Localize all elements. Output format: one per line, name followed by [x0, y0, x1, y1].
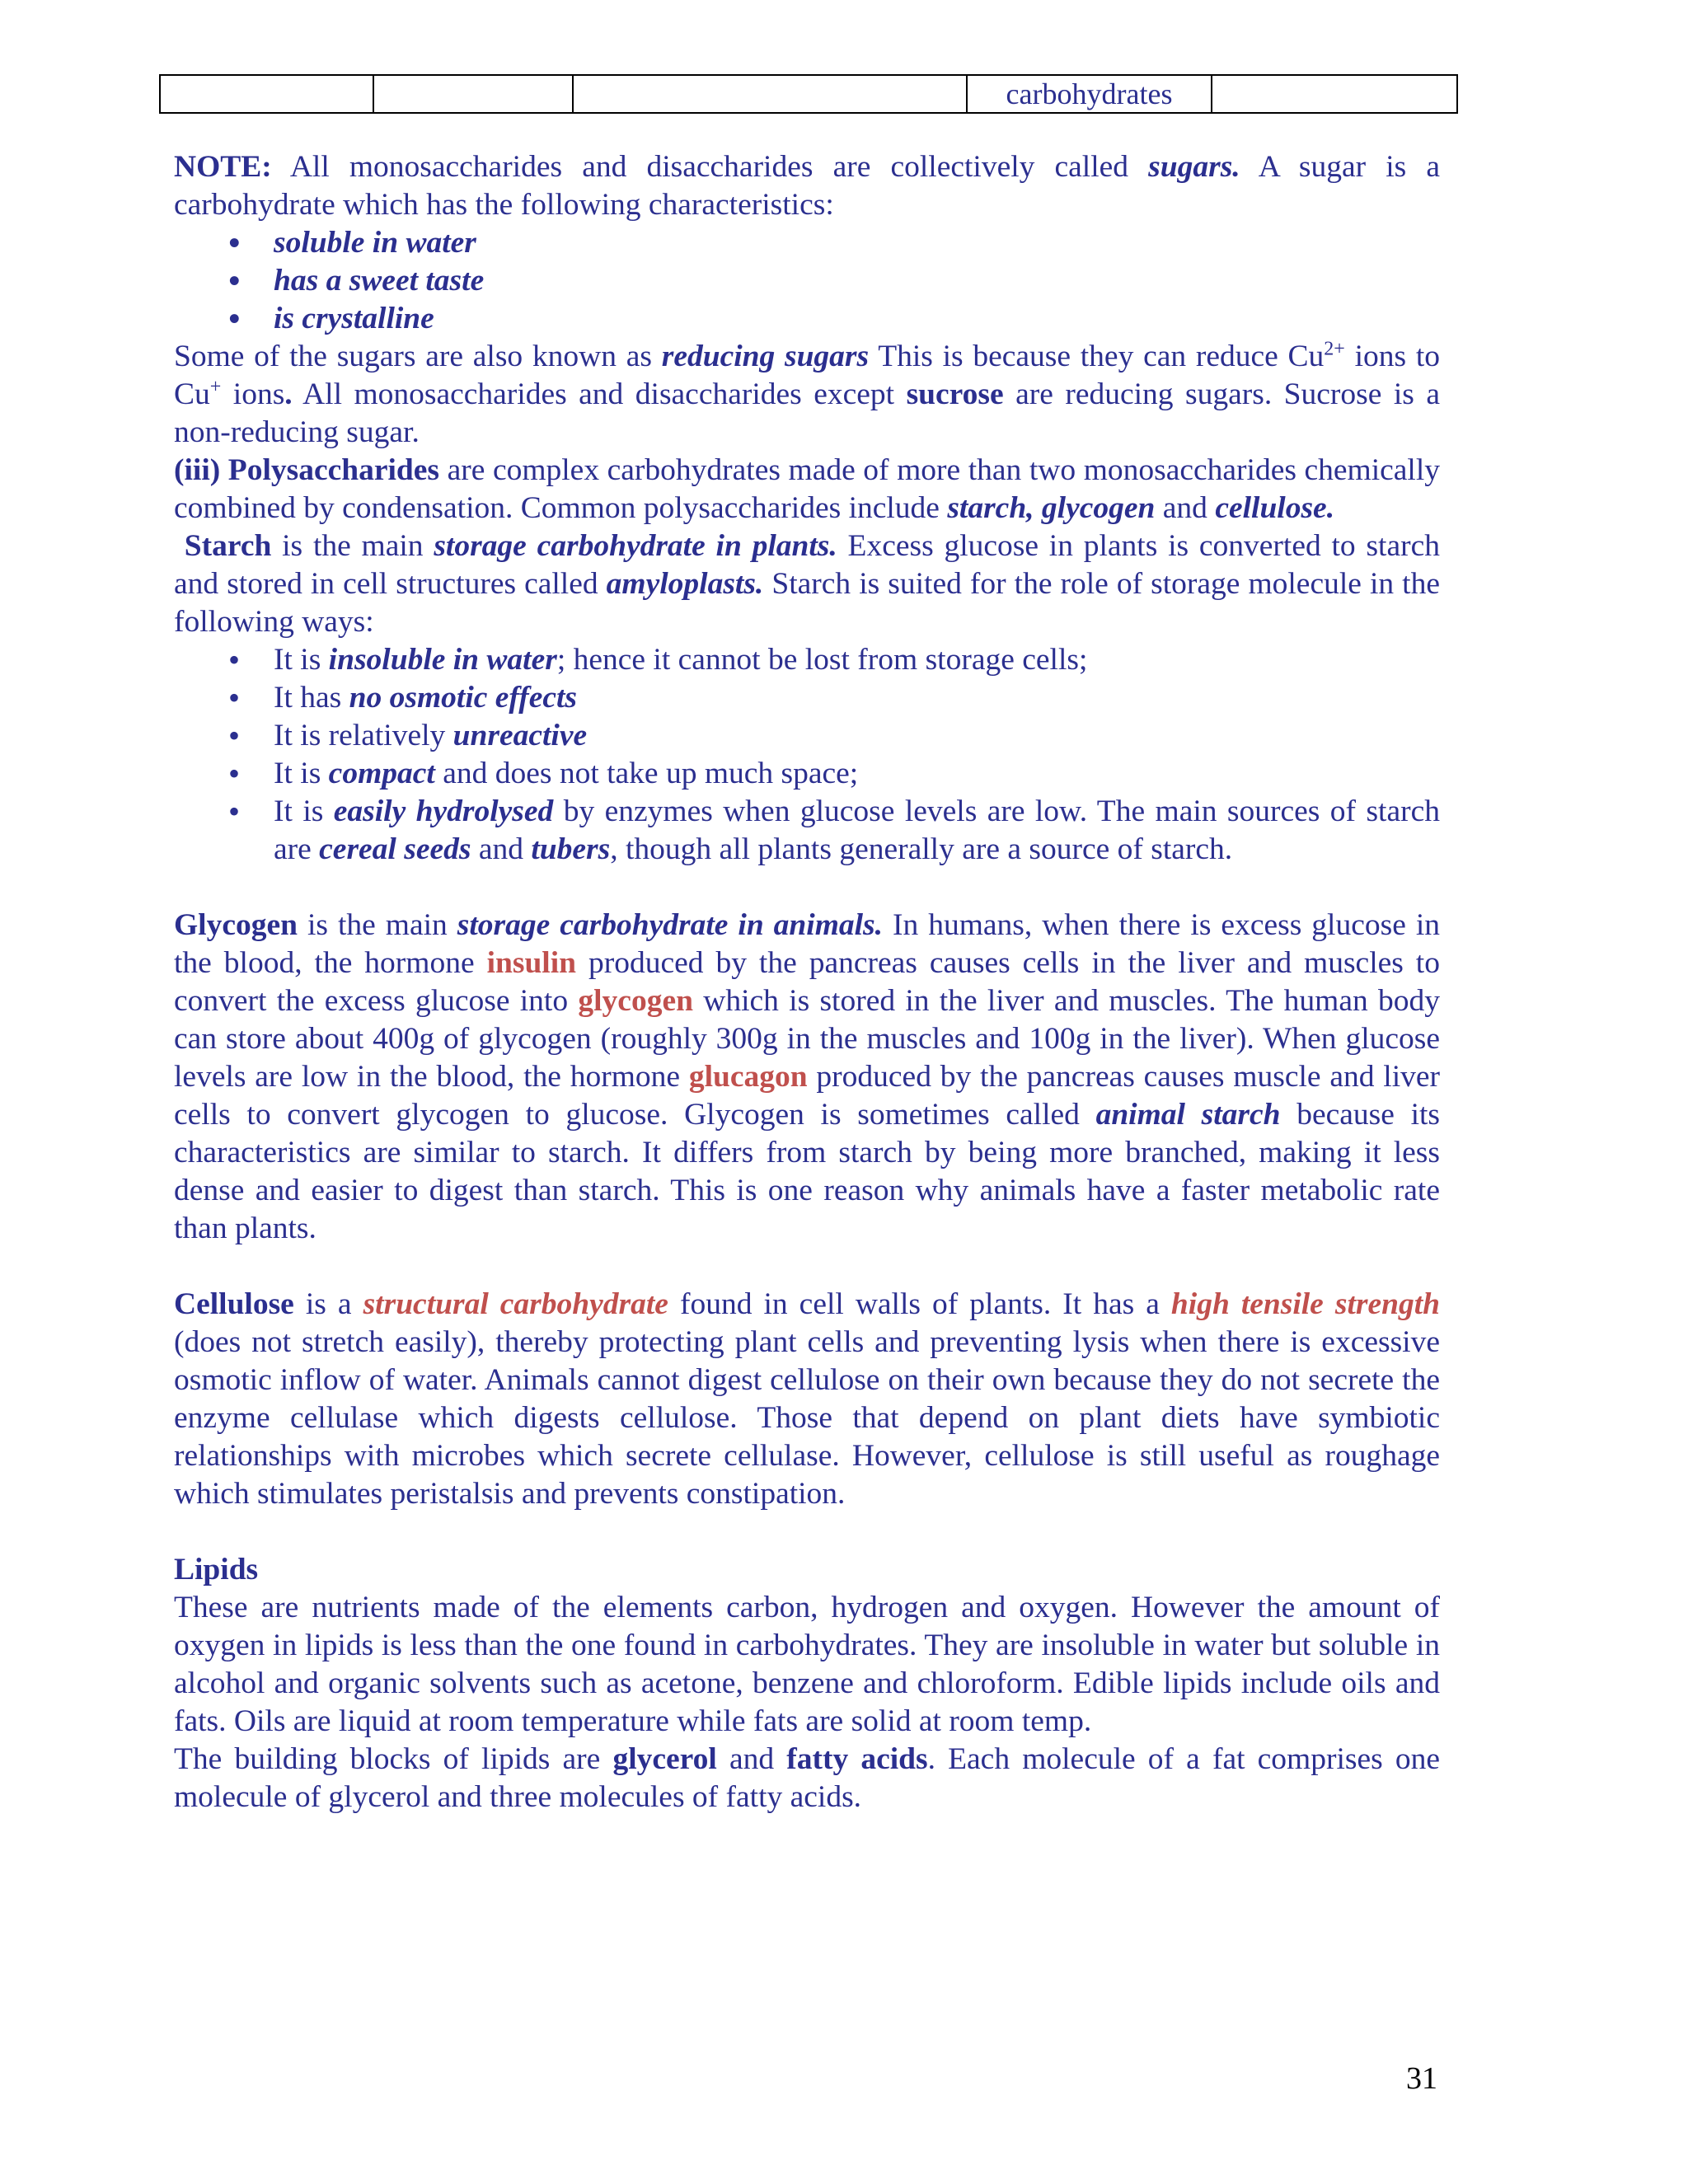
note-label: NOTE:: [174, 150, 272, 184]
table-cell: [1212, 75, 1457, 113]
cellulose-paragraph: Cellulose is a structural carbohydrate found in cell walls of plants. It has a high tensile strength (does not stretch easily), thereby protecting plant cells and preventing lysis when there is excessive osmotic inflow of water. Animals cannot digest cellulose on their own because they do not secrete the enzyme cellulase which digests cellulose. Those that depend on plant diets have symbiotic relationships with microbes which secrete cellulase. However, cellulose is still useful as roughage which stimulates peristalsis and prevents constipation.: [174, 1287, 1440, 1511]
glycogen-label: Glycogen: [174, 908, 298, 942]
list-item: • It has no osmotic effects: [174, 679, 1440, 717]
document-body: [174, 148, 1440, 1816]
page-number: 31: [1406, 2061, 1437, 2096]
lipids-heading: Lipids: [174, 1553, 259, 1586]
lipids-paragraph: These are nutrients made of the elements carbon, hydrogen and oxygen. However the amount of oxygen in lipids is less than the one found in carbohydrates. They are insoluble in water but soluble in alcohol and organic solvents such as acetone, benzene and chloroform. Edible lipids include oils and fats. Oils are liquid at room temperature while fats are solid at room temp.: [174, 1591, 1440, 1738]
term-reducing-sugars: reducing sugars: [661, 340, 870, 373]
term-glucagon: glucagon: [688, 1060, 808, 1094]
reducing-sugars-paragraph: Some of the sugars are also known as reducing sugars This is because they can reduce $Cu^{2+}$ ions to Cu+ ions. All monosaccharides and disaccharides except sucrose are reducing sugars. Sucrose is a non-reducing sugar.: [174, 338, 1440, 449]
starch-label: Starch: [184, 529, 272, 563]
table-cell: carbohydrates: [967, 75, 1212, 113]
list-item: • has a sweet taste: [174, 262, 1440, 300]
term-insulin: insulin: [486, 946, 576, 980]
lipids-building-blocks-paragraph: The building blocks of lipids are glycerol and fatty acids. Each molecule of a fat comprises one molecule of glycerol and three molecules of fatty acids.: [174, 1742, 1441, 1814]
note-paragraph: NOTE: All monosaccharides and disaccharides are collectively called sugars. A sugar is a carbohydrate which has the following characteristics:: [174, 150, 1440, 222]
sugar-characteristics-list: [174, 224, 1440, 338]
term-glycogen: glycogen: [578, 984, 693, 1018]
table-cell: [573, 75, 967, 113]
starch-paragraph: Starch is the main storage carbohydrate in plants. Excess glucose in plants is converted to starch and stored in cell structures called amyloplasts. Starch is suited for the role of storage molecule in the following ways:: [174, 529, 1441, 639]
table-row: [160, 75, 1457, 113]
table-fragment: [159, 74, 1458, 114]
table-cell: [160, 75, 373, 113]
starch-properties-list: [174, 641, 1440, 869]
list-item: • It is relatively unreactive: [174, 717, 1440, 755]
polysaccharides-paragraph: (iii) Polysaccharides are complex carbohydrates made of more than two monosaccharides chemically combined by condensation. Common polysaccharides include starch, glycogen and cellulose.: [174, 453, 1441, 525]
term-sucrose: sucrose: [906, 377, 1004, 411]
cellulose-label: Cellulose: [174, 1287, 294, 1321]
term-sugars: sugars.: [1148, 150, 1240, 184]
polysaccharides-label: (iii) Polysaccharides: [174, 453, 440, 487]
glycogen-paragraph: Glycogen is the main storage carbohydrate in animals. In humans, when there is excess glucose in the blood, the hormone insulin produced by the pancreas causes cells in the liver and muscles to convert the excess glucose into glycogen which is stored in the liver and muscles. The human body can store about 400g of glycogen (roughly 300g in the muscles and 100g in the liver). When glucose levels are low in the blood, the hormone glucagon produced by the pancreas causes muscle and liver cells to convert glycogen to glucose. Glycogen is sometimes called animal starch because its characteristics are similar to starch. It differs from starch by being more branched, making it less dense and easier to digest than starch. This is one reason why animals have a faster metabolic rate than plants.: [174, 908, 1441, 1245]
list-item: • It is insoluble in water; hence it cannot be lost from storage cells;: [174, 641, 1440, 679]
list-item: • It is compact and does not take up much space;: [174, 755, 1440, 793]
list-item: • soluble in water: [174, 224, 1440, 262]
list-item: • It is easily hydrolysed by enzymes when glucose levels are low. The main sources of starch are cereal seeds and tubers, though all plants generally are a source of starch.: [174, 793, 1440, 869]
list-item: • is crystalline: [174, 300, 1440, 338]
table-cell: [373, 75, 573, 113]
